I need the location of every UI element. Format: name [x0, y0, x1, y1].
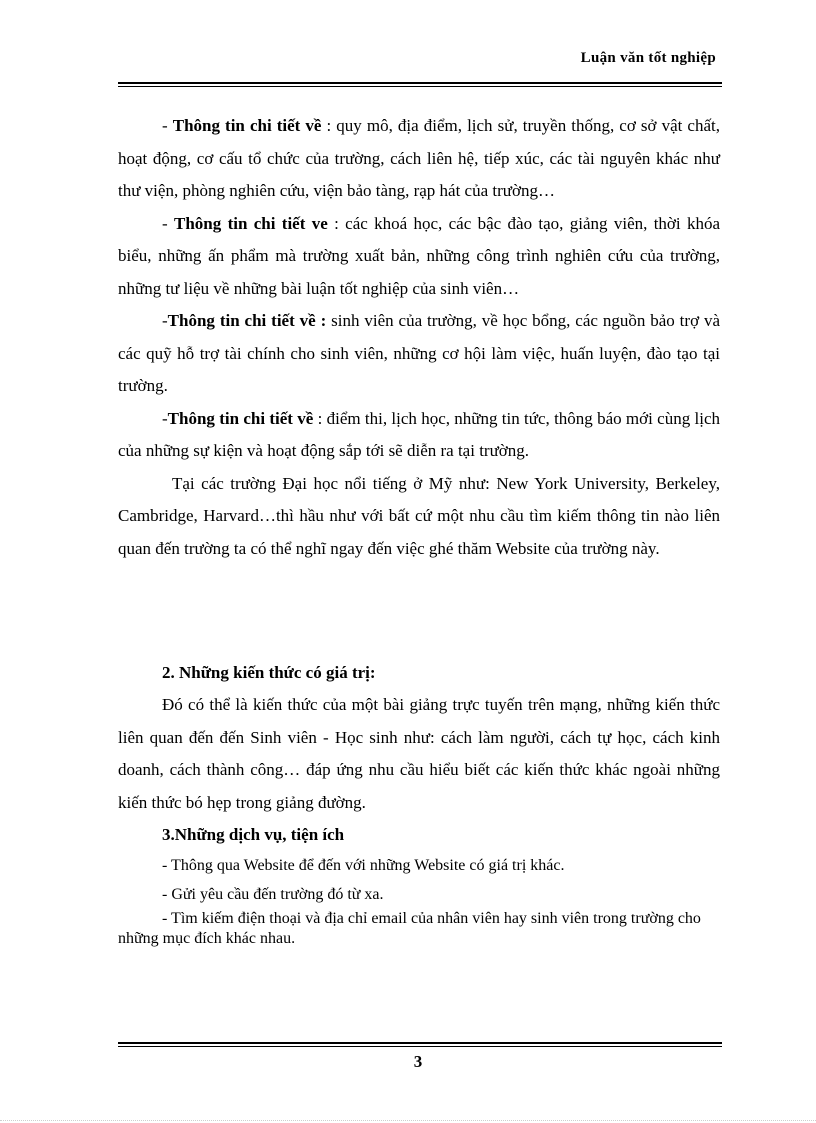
section-2-heading: 2. Những kiến thức có giá trị:: [162, 663, 376, 682]
bullet-prefix: -: [162, 116, 173, 135]
list-item: - Tìm kiếm điện thoại và địa chỉ email của nhân viên hay sinh viên trong trường cho những mục đích khác nhau.: [118, 910, 701, 947]
info-paragraph-3: [118, 305, 720, 403]
info-text: : các khoá học, các bậc đào tạo, giảng viên, thời khóa biểu, những ấn phẩm mà trường xuất bản, những công trình nghiên cứu của trường, những tư liệu về những bài luận tốt nghiệp của sinh viên…: [118, 213, 721, 298]
page-number: 3: [413, 1052, 423, 1071]
info-text: : điểm thi, lịch học, những tin tức, thông báo mới cùng lịch của những sự kiện và hoạt động sắp tới sẽ diễn ra tại trường.: [118, 408, 720, 460]
closing-paragraph: Tại các trường Đại học nổi tiếng ở Mỹ như: New York University, Berkeley, Cambridge, Harvard…thì hầu như với bất cứ một nhu cầu tìm kiếm thông tin nào liên quan đến trường ta có thể nghĩ ngay đến việc ghé thăm Website của trường này.: [118, 473, 720, 558]
footer-rule-thick: [118, 1042, 722, 1044]
footer-rule-thin: [118, 1046, 722, 1047]
info-label: Thông tin chi tiết về :: [167, 311, 327, 330]
info-text: : quy mô, địa điểm, lịch sử, truyền thống, cơ sở vật chất, hoạt động, cơ cấu tổ chức của trường, cách liên hệ, tiếp xúc, các tài nguyên khác như thư viện, phòng nghiên cứu, viện bảo tàng, rạp hát của trường…: [118, 116, 720, 200]
page-edge-dotted-line: [0, 1120, 816, 1121]
info-label: Thông tin chi tiết ve: [174, 213, 328, 233]
info-paragraph-1: [118, 110, 720, 208]
section-2-body: Đó có thể là kiến thức của một bài giảng trực tuyến trên mạng, những kiến thức liên quan đến đến Sinh viên - Học sinh như: cách làm người, cách tự học, cách kinh doanh, cách thành công… đáp ứng nhu cầu hiểu biết các kiến thức khác ngoài những kiến thức bó hẹp trong giảng đường.: [118, 695, 720, 812]
section-3-heading: 3.Những dịch vụ, tiện ích: [162, 825, 345, 844]
info-label: Thông tin chi tiết về: [167, 408, 314, 428]
section-3-list: [118, 851, 720, 949]
info-paragraph-4: [118, 403, 720, 468]
bullet-prefix: -: [162, 408, 168, 428]
bullet-prefix: -: [162, 311, 168, 330]
bullet-prefix: -: [162, 213, 174, 233]
list-item: - Thông qua Website để đến với những Website có giá trị khác.: [162, 857, 565, 874]
section-spacer: [118, 565, 720, 657]
info-paragraph-2: [118, 208, 720, 306]
info-label: Thông tin chi tiết về: [172, 116, 322, 135]
list-item: - Gửi yêu cầu đến trường đó từ xa.: [162, 886, 384, 903]
info-text: sinh viên của trường, về học bổng, các nguồn bảo trợ và các quỹ hỗ trợ tài chính cho sinh viên, những cơ hội làm việc, huấn luyện, đào tạo tại trường.: [118, 311, 720, 395]
header-rule-thin: [118, 86, 722, 87]
page-body: [118, 110, 720, 949]
running-header-title: Luận văn tốt nghiệp: [580, 50, 716, 66]
header-rule-thick: [118, 82, 722, 84]
